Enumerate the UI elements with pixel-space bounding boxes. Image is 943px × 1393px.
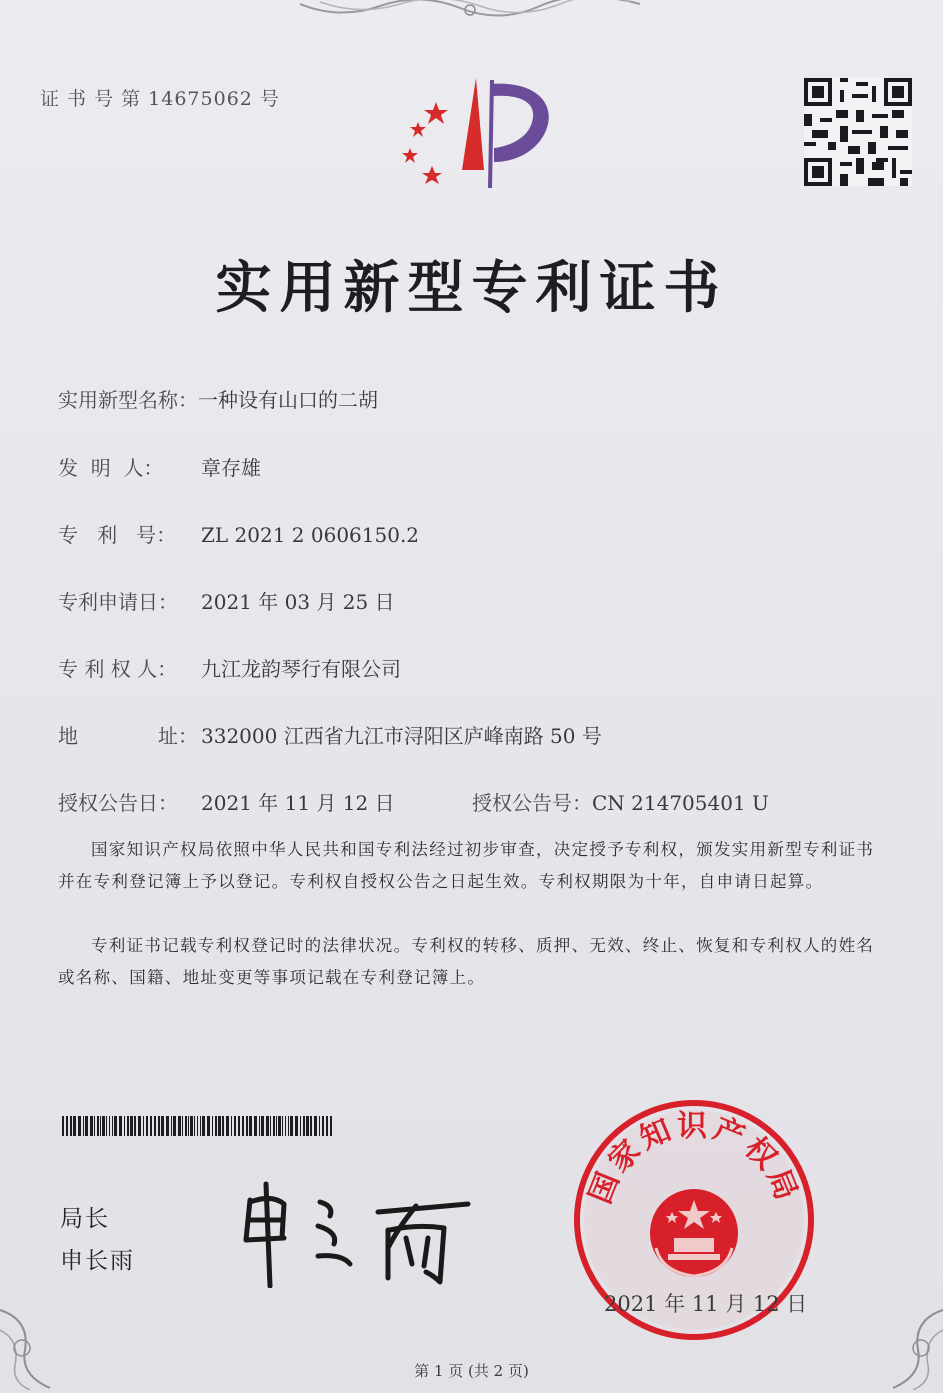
grant-number-label: 授权公告号：: [472, 791, 592, 815]
top-border-ornament: [300, 0, 640, 22]
address-label-2: 址：: [158, 724, 198, 748]
director-title: 局长: [60, 1206, 110, 1232]
patentee-value: 九江龙韵琴行有限公司: [201, 657, 401, 681]
certificate-number: 证 书 号 第 14675062 号: [40, 88, 280, 110]
director-signature-icon: [238, 1178, 478, 1288]
filing-date-value: 2021 年 03 月 25 日: [201, 590, 395, 614]
certificate-title: 实用新型专利证书: [215, 255, 728, 321]
qr-code-icon: [804, 78, 912, 186]
seal-text: 国家知识产权局: [582, 1109, 806, 1209]
inventor-label: 发 明 人：: [58, 456, 164, 480]
grant-number-row: [472, 787, 769, 816]
inventor-value: 章存雄: [201, 456, 261, 480]
seal-date: 2021 年 11 月 12 日: [604, 1292, 808, 1316]
filing-date-row: [58, 586, 395, 615]
inventor-row: [58, 452, 261, 481]
cnipa-logo-icon: [392, 70, 562, 205]
patent-number-label: 专 利 号：: [58, 523, 177, 547]
barcode-icon: [62, 1116, 336, 1136]
address-label-1: 地: [58, 724, 78, 748]
grant-number-value: CN 214705401 U: [592, 791, 769, 815]
body-paragraph-2: 专利证书记载专利权登记时的法律状况。专利权的转移、质押、无效、终止、恢复和专利权人的姓名或名称、国籍、地址变更等事项记载在专利登记簿上。: [58, 936, 875, 987]
utility-name-label: 实用新型名称：: [58, 388, 198, 412]
grant-date-row: [58, 787, 395, 816]
director-name: 申长雨: [60, 1248, 135, 1274]
page-indicator: 第 1 页 (共 2 页): [414, 1362, 529, 1380]
patent-number-value: ZL 2021 2 0606150.2: [201, 523, 420, 547]
grant-date-label: 授权公告日：: [58, 791, 178, 815]
patent-number-row: [58, 519, 419, 548]
filing-date-label: 专利申请日：: [58, 590, 178, 614]
utility-name-row: [58, 384, 378, 413]
grant-date-value: 2021 年 11 月 12 日: [201, 791, 395, 815]
patentee-row: [58, 653, 401, 682]
address-value: 332000 江西省九江市浔阳区庐峰南路 50 号: [201, 724, 602, 748]
utility-name-value: 一种设有山口的二胡: [198, 388, 378, 412]
address-row: [58, 720, 602, 749]
body-paragraph-1: 国家知识产权局依照中华人民共和国专利法经过初步审查，决定授予专利权，颁发实用新型专利证书并在专利登记簿上予以登记。专利权自授权公告之日起生效。专利权期限为十年，自申请日起算。: [58, 840, 875, 891]
patentee-label: 专 利 权 人：: [58, 657, 178, 681]
